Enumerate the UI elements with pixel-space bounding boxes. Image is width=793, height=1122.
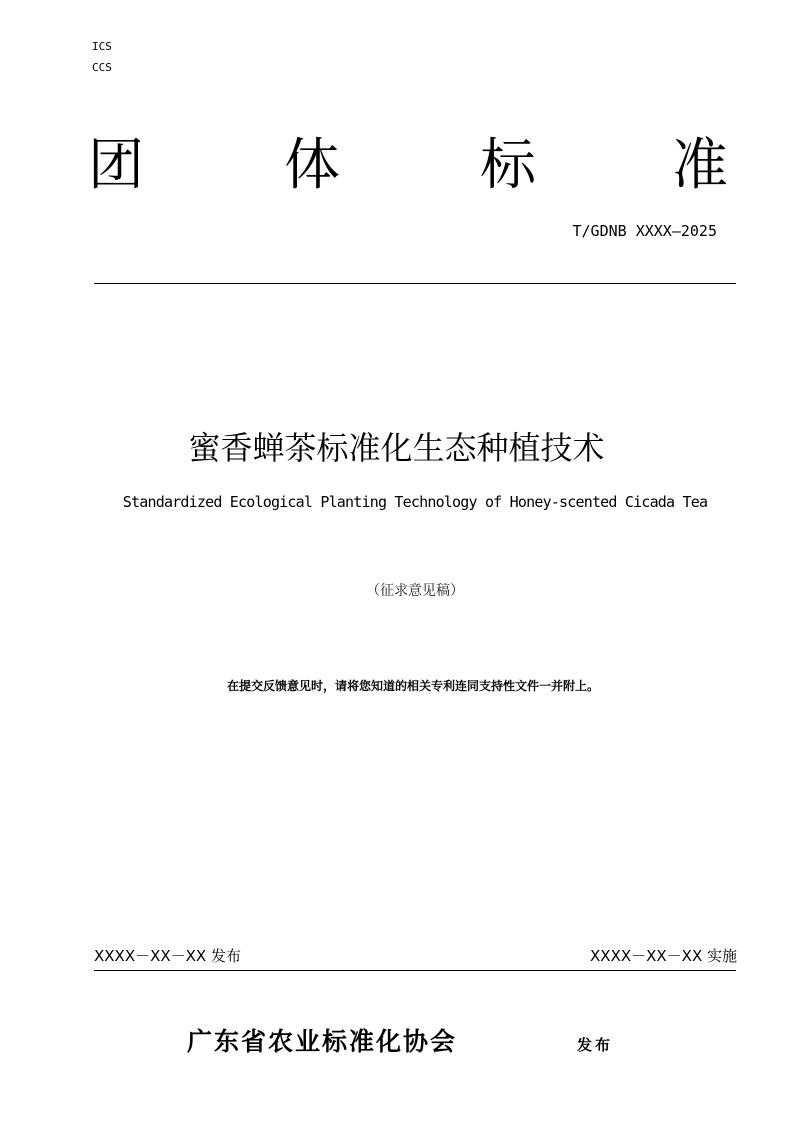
patent-notice: 在提交反馈意见时，请将您知道的相关专利连同支持性文件一并附上。 xyxy=(226,679,599,693)
implement-date: XXXX－XX－XX 实施 xyxy=(590,947,737,965)
document-type-char: 标 xyxy=(480,133,536,198)
chinese-title: 蜜香蝉茶标准化生态种植技术 xyxy=(188,429,605,467)
ics-code-label: ICS xyxy=(92,40,112,53)
document-type-char: 体 xyxy=(284,133,340,198)
publisher-action: 发布 xyxy=(577,1036,614,1054)
publisher-name: 广东省农业标准化协会 xyxy=(187,1027,458,1056)
english-title: Standardized Ecological Planting Technology of Honey-scented Cicada Tea xyxy=(122,493,708,511)
top-divider xyxy=(94,283,736,284)
document-type-char: 准 xyxy=(672,133,728,198)
draft-status: （征求意见稿） xyxy=(366,583,464,599)
standard-number: T/GDNB XXXX—2025 xyxy=(572,222,717,240)
document-type-char: 团 xyxy=(88,133,144,198)
ccs-code-label: CCS xyxy=(92,61,112,74)
bottom-divider xyxy=(94,970,736,971)
publish-date: XXXX－XX－XX 发布 xyxy=(94,947,241,965)
